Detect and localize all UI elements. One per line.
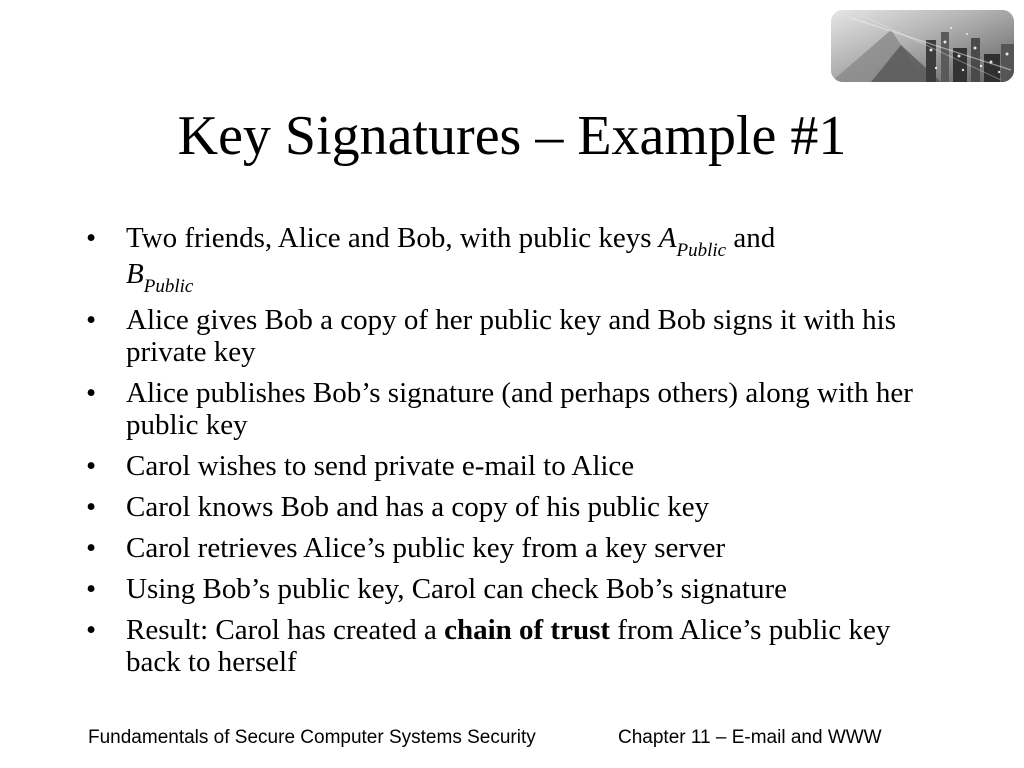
bullet-item: • Alice publishes Bob’s signature (and perhaps others) along with her public key (86, 377, 913, 441)
corner-photo (831, 10, 1014, 82)
bullet-marker: • (86, 532, 97, 564)
city-night-photo-icon (831, 10, 1014, 82)
bullet-marker: • (86, 222, 97, 254)
bullet-marker: • (86, 573, 97, 605)
bullet-item: • Using Bob’s public key, Carol can check Bob’s signature (86, 573, 787, 605)
bullet-item: • Result: Carol has created a chain of trust from Alice’s public key back to herself (86, 614, 891, 678)
bullet-marker: • (86, 450, 97, 482)
bullet-list (86, 222, 946, 687)
bullet-marker: • (86, 304, 97, 336)
slide-title: Key Signatures – Example #1 (177, 105, 847, 167)
footer-course-title: Fundamentals of Secure Computer Systems Security (88, 727, 536, 748)
bullet-marker: • (86, 614, 97, 646)
footer-chapter-title: Chapter 11 – E-mail and WWW (618, 727, 882, 748)
bullet-item: • Carol knows Bob and has a copy of his public key (86, 491, 710, 523)
bullet-item: • Carol retrieves Alice’s public key from a key server (86, 532, 726, 564)
emphasis-chain-of-trust: chain of trust (444, 614, 611, 646)
bullet-marker: • (86, 491, 97, 523)
bullet-item: • Carol wishes to send private e-mail to Alice (86, 450, 635, 482)
bullet-item: • Alice gives Bob a copy of her public key and Bob signs it with his private key (86, 304, 897, 368)
bullet-item: • Two friends, Alice and Bob, with public keys $A_{Public}$ and $B_{Public}$ (86, 222, 776, 297)
bullet-marker: • (86, 377, 97, 409)
